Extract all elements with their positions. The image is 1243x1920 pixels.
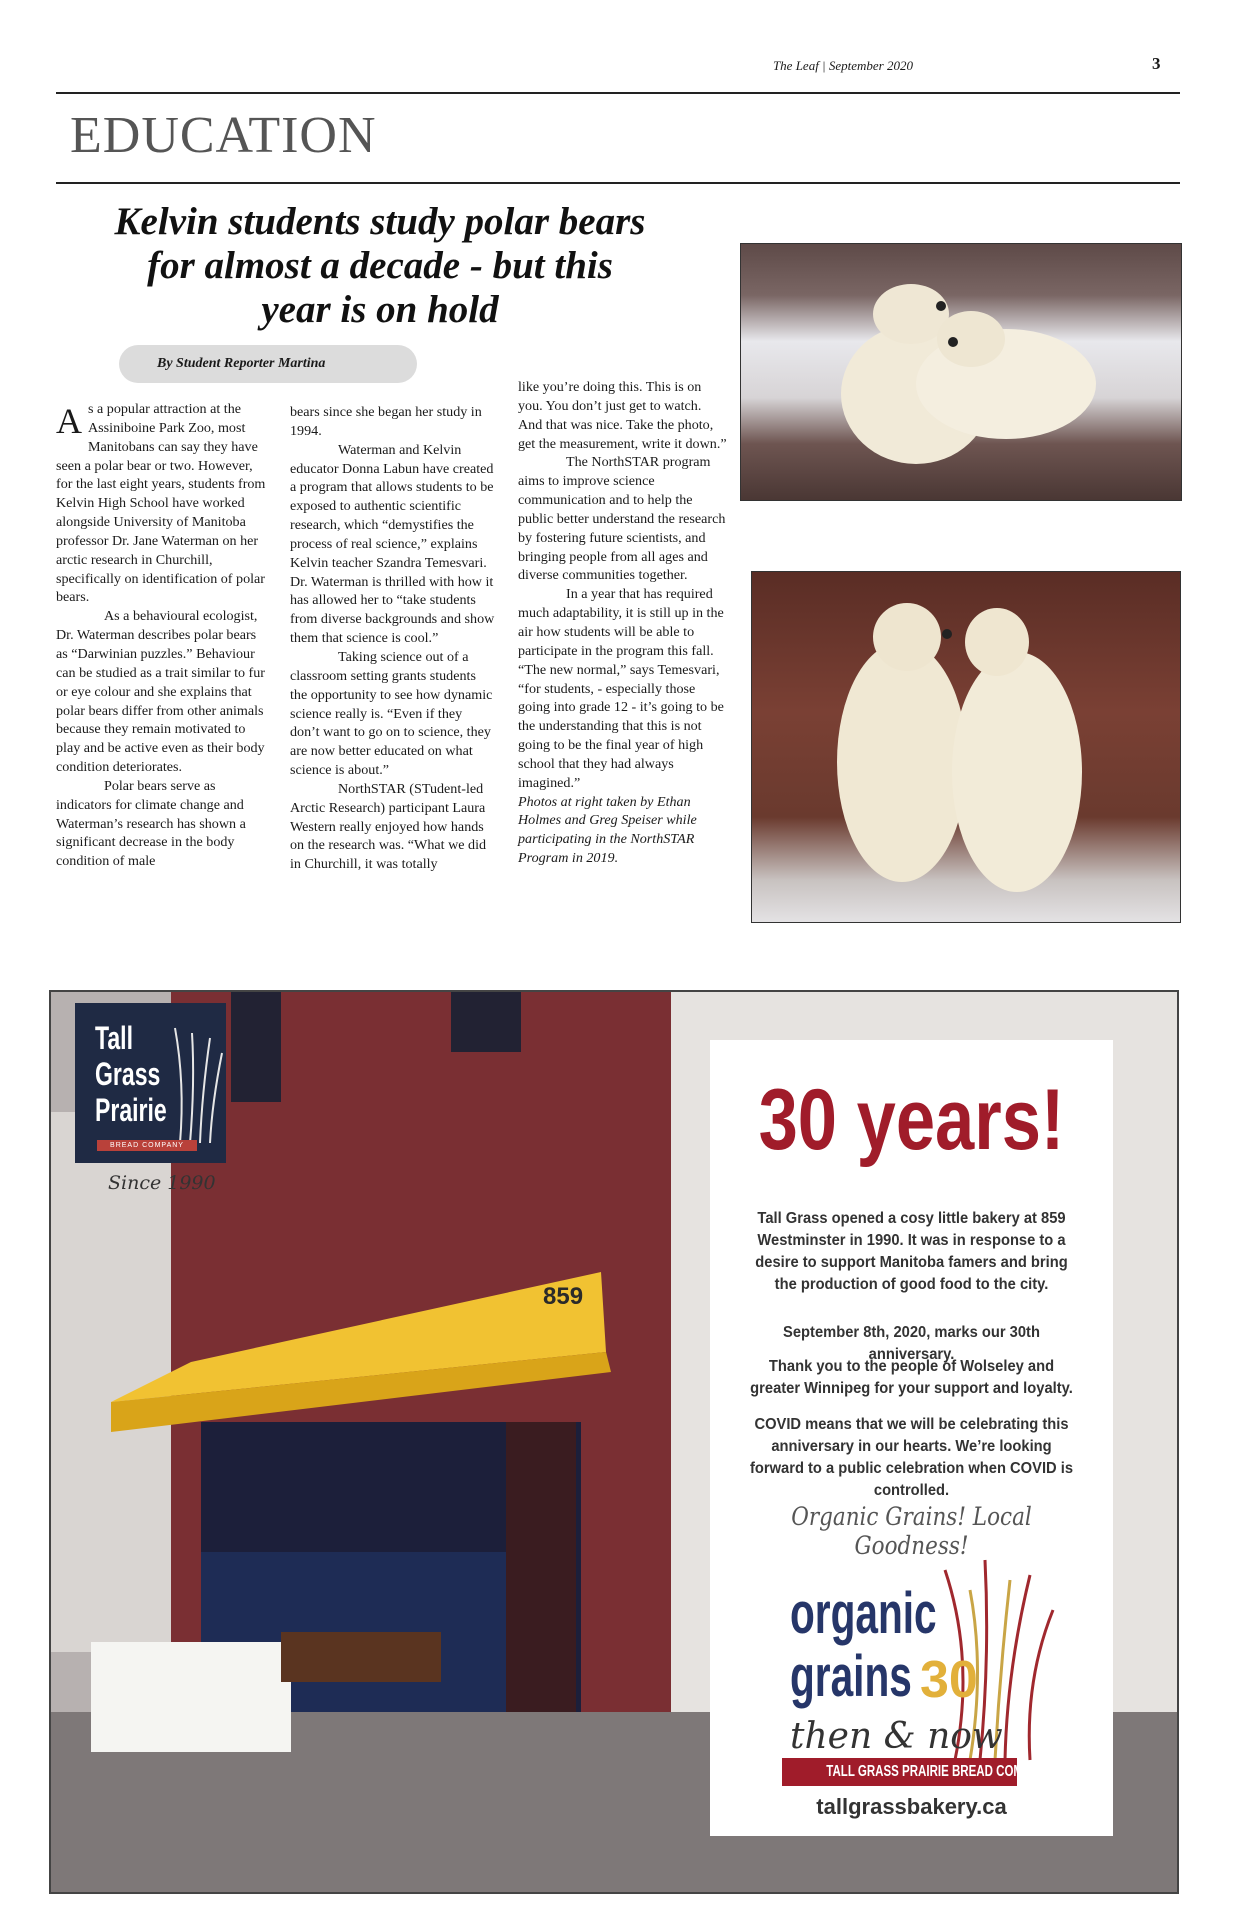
organic-logo-line2: grains bbox=[790, 1644, 912, 1709]
website-link[interactable]: tallgrassbakery.ca bbox=[816, 1794, 1007, 1819]
ad-tagline: Organic Grains! Local Goodness! bbox=[791, 1502, 1032, 1560]
logo-line: Tall bbox=[95, 1020, 133, 1056]
article-column-3 bbox=[518, 378, 728, 868]
ad-paragraph: Tall Grass opened a cosy little bakery at 859 Westminster in 1990. It was in response to a desire to support Manitoba famers and bring the production of good food to the city. bbox=[755, 1210, 1068, 1293]
paragraph: Taking science out of a classroom setting grants students the opportunity to see how dynamic science really is. “Even if they don’t want to go on to science, they are now better educated on what science is about.” bbox=[290, 648, 493, 779]
polar-bears-standing-illustration bbox=[752, 572, 1180, 922]
paragraph: NorthSTAR (STudent-led Arctic Research) participant Laura Western really enjoyed how hands on the research was. “What we did in Churchill, it was totally bbox=[290, 780, 487, 873]
company-name-bar bbox=[782, 1758, 1055, 1786]
logo-subtitle: BREAD COMPANY bbox=[97, 1140, 197, 1151]
ad-text-panel bbox=[710, 1040, 1113, 1836]
article-headline: Kelvin students study polar bears for almost a decade - but this year is on hold bbox=[114, 200, 646, 331]
logo-line: Prairie bbox=[95, 1092, 167, 1128]
storefront-number: 859 bbox=[543, 1283, 584, 1310]
ad-paragraph: Thank you to the people of Wolseley and greater Winnipeg for your support and loyalty. bbox=[750, 1358, 1073, 1397]
polar-bears-photo-2 bbox=[751, 571, 1181, 923]
polar-bears-illustration bbox=[741, 244, 1181, 500]
paragraph: like you’re doing this. This is on you. You don’t just get to watch. And that was nice. Take the photo, get the measurement, write it down.” bbox=[518, 379, 727, 452]
paragraph: Polar bears serve as indicators for climate change and Waterman’s research has shown a significant decrease in the body condition of male bbox=[56, 777, 246, 870]
company-name: TALL GRASS PRAIRIE BREAD COMPANY bbox=[826, 1763, 1055, 1780]
organic-logo-line1: organic bbox=[790, 1581, 937, 1646]
page-number: 3 bbox=[1152, 54, 1161, 73]
ad-paragraph: September 8th, 2020, marks our 30th anniversary. bbox=[783, 1324, 1040, 1363]
publication-info: The Leaf | September 2020 bbox=[772, 58, 913, 73]
paragraph: In a year that has required much adaptability, it is still up in the air how students will be able to participate in the program this fall. “The new normal,” says Temesvari, “for students, - especially those going into grade 12 - it’s going to be the understanding that this is not going to be the final year of high school that they had always imagined.” bbox=[518, 586, 724, 791]
paragraph: The NorthSTAR program aims to improve science communication and to help the public better understand the research by fostering future scientists, and bringing people from all ages and diverse communities together. bbox=[518, 454, 726, 584]
ad-paragraph: COVID means that we will be celebrating this anniversary in our hearts. We’re looking forward to a public celebration when COVID is controlled. bbox=[749, 1416, 1074, 1499]
since-label: Since 1990 bbox=[108, 1172, 216, 1194]
paragraph: bears since she began her study in 1994. bbox=[290, 404, 482, 439]
anniversary-headline: 30 years! bbox=[758, 1072, 1065, 1168]
paragraph: s a popular attraction at the Assiniboine Park Zoo, most Manitobans can say they have seen a polar bear or two. However, for the last eight years, students from Kelvin High School have worked alongside University of Manitoba professor Dr. Jane Waterman on her arctic research in Churchill, specifically on identification of polar bears. bbox=[56, 401, 266, 606]
polar-bears-photo-1 bbox=[740, 243, 1182, 501]
tall-grass-logo bbox=[75, 1003, 226, 1163]
drop-cap: A bbox=[56, 401, 82, 441]
article-column-1 bbox=[56, 400, 271, 871]
photo-credit: Photos at right taken by Ethan Holmes and Greg Speiser while participating in the NorthSTAR Program in 2019. bbox=[518, 793, 697, 867]
top-rule bbox=[56, 92, 1180, 94]
logo-line: Grass bbox=[95, 1056, 161, 1092]
byline: By Student Reporter Martina bbox=[119, 345, 417, 383]
wheat-grass-icon bbox=[170, 1023, 225, 1143]
anniversary-number: 30 bbox=[920, 1651, 978, 1709]
paragraph: Waterman and Kelvin educator Donna Labun have created a program that allows students to be exposed to authentic scientific research, which “demystifies the process of real science,” explains Kelvin teacher Szandra Temesvari. Dr. Waterman is thrilled with how it has allowed her to “take students from diverse backgrounds and show them that science is cool.” bbox=[290, 441, 495, 647]
paragraph: As a behavioural ecologist, Dr. Waterman describes polar bears as “Darwinian puzzles.” Behaviour can be studied as a trait similar to fur or eye colour and she explains that polar bears differ from other animals because they remain motivated to play and be active even as their body condition deteriorates. bbox=[56, 608, 265, 776]
then-and-now: then & now bbox=[790, 1716, 1003, 1757]
article-column-2 bbox=[290, 403, 495, 874]
section-rule bbox=[56, 182, 1180, 184]
section-title: EDUCATION bbox=[70, 107, 377, 164]
